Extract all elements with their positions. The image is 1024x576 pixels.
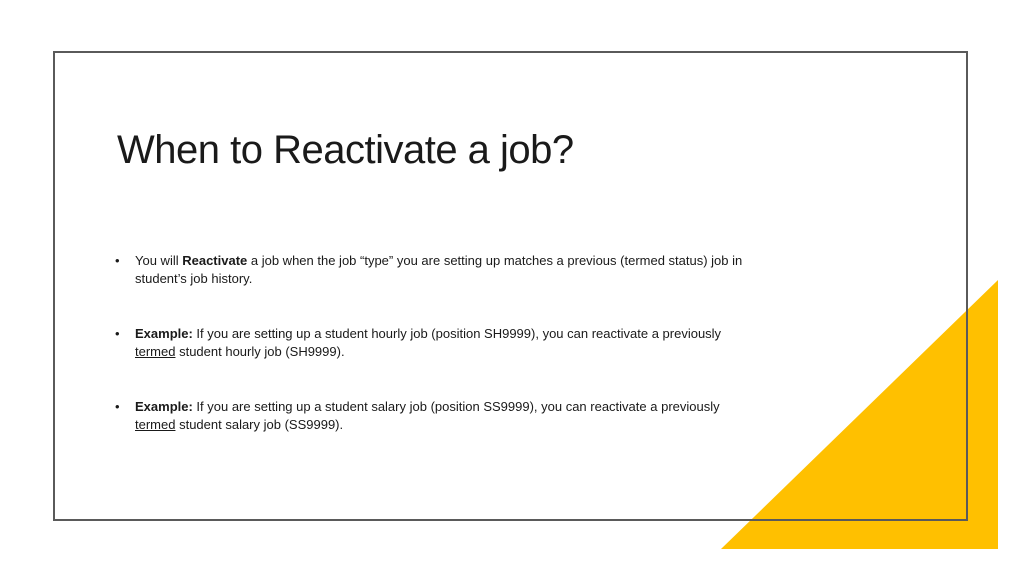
underlined-term: termed: [135, 344, 176, 359]
underlined-term: termed: [135, 417, 176, 432]
bullet-marker: •: [115, 326, 120, 341]
bullet-bold-keyword: Reactivate: [182, 253, 248, 268]
bullet-marker: •: [115, 253, 120, 268]
bullet-item-example-salary: [115, 398, 755, 434]
bullet-item-example-hourly: [115, 325, 755, 361]
bullet-text-prefix: You will: [135, 253, 183, 268]
bullet-item-reactivate: [115, 252, 755, 288]
slide-title: When to Reactivate a job?: [117, 128, 574, 172]
bullet-bold-label: Example:: [135, 399, 193, 414]
bullet-bold-label: Example:: [135, 326, 193, 341]
bullet-text-rest: a job when the job “type” you are setting up matches a previous (termed status) job in student’s job history.: [135, 253, 743, 286]
bullet-text-end: student salary job (SS9999).: [175, 417, 344, 432]
bullet-marker: •: [115, 399, 120, 414]
bullet-list: [115, 252, 755, 434]
bullet-text: If you are setting up a student salary job (position SS9999), you can reactivate a previously: [192, 399, 720, 414]
bullet-text: If you are setting up a student hourly job (position SH9999), you can reactivate a previously: [192, 326, 722, 341]
bullet-text-end: student hourly job (SH9999).: [175, 344, 345, 359]
